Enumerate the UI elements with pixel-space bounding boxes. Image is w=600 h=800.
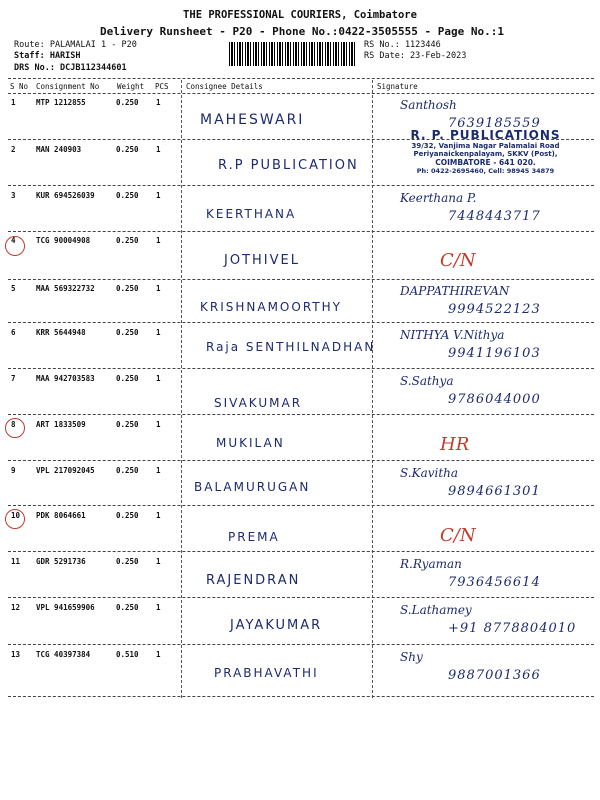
pcs-value: 1 <box>156 466 161 475</box>
consignment-number: GDR 5291736 <box>36 557 86 566</box>
rs-date-text: RS Date: 23-Feb-2023 <box>364 51 467 61</box>
consignment-number: PDK 8064661 <box>36 511 86 520</box>
consignee-name: MAHESWARI <box>200 112 305 128</box>
consignment-number: MAN 240903 <box>36 145 82 154</box>
pcs-value: 1 <box>156 328 161 337</box>
consignee-name: JAYAKUMAR <box>230 618 323 633</box>
row-divider <box>8 505 594 506</box>
consignee-name: SIVAKUMAR <box>214 396 303 410</box>
weight-value: 0.250 <box>116 557 139 566</box>
route-text: Route: PALAMALAI 1 - P20 <box>14 40 137 50</box>
row-divider <box>8 644 594 645</box>
signature-text: Keerthana P. <box>400 191 477 205</box>
serial-number: 1 <box>11 98 16 107</box>
consignee-name: PRABHAVATHI <box>214 666 319 680</box>
consignee-name: KEERTHANA <box>206 207 297 221</box>
row-divider <box>8 185 594 186</box>
signature-text: C/N <box>440 250 476 271</box>
consignee-name: KRISHNAMOORTHY <box>200 300 342 314</box>
pcs-value: 1 <box>156 284 161 293</box>
pcs-value: 1 <box>156 145 161 154</box>
weight-value: 0.250 <box>116 236 139 245</box>
serial-number: 7 <box>11 374 16 383</box>
col-pcs: PCS <box>155 82 169 91</box>
pcs-value: 1 <box>156 98 161 107</box>
staff-text: Staff: HARISH <box>14 51 81 61</box>
phone-number: 9994522123 <box>448 302 541 317</box>
consignment-number: ART 1833509 <box>36 420 86 429</box>
signature-text: S.Sathya <box>400 374 454 388</box>
pcs-value: 1 <box>156 650 161 659</box>
consignee-name: R.P PUBLICATION <box>218 158 359 173</box>
phone-number: 7639185559 <box>448 116 541 131</box>
weight-value: 0.250 <box>116 284 139 293</box>
col-signature: Signature <box>377 82 418 91</box>
consignee-column-divider <box>181 80 182 698</box>
runsheet-title-text: Delivery Runsheet - P20 - Phone No.:0422-3505555 - Page No.:1 <box>100 25 504 38</box>
stamp-line1: 39/32, Vanjima Nagar Palamalai Road <box>411 142 560 150</box>
stamp-line4: Ph: 0422-2695460, Cell: 98945 34879 <box>416 167 555 175</box>
company-title: THE PROFESSIONAL COURIERS, Coimbatore <box>183 9 417 21</box>
stamp-name: R. P. PUBLICATIONS <box>410 128 561 142</box>
row-divider <box>8 368 594 369</box>
stamp-line3: COIMBATORE - 641 020. <box>435 158 536 167</box>
weight-value: 0.250 <box>116 191 139 200</box>
pcs-value: 1 <box>156 420 161 429</box>
row-divider <box>8 414 594 415</box>
weight-value: 0.250 <box>116 420 139 429</box>
phone-number: 9941196103 <box>448 346 541 361</box>
serial-number: 2 <box>11 145 16 154</box>
phone-number: 9894661301 <box>448 484 541 499</box>
weight-value: 0.250 <box>116 511 139 520</box>
consignment-number: MAA 569322732 <box>36 284 95 293</box>
row-divider <box>8 279 594 280</box>
pcs-value: 1 <box>156 557 161 566</box>
row-divider <box>8 696 594 697</box>
stamp-line2: Periyanaickenpalayam, SKKV (Post), <box>413 150 558 158</box>
consignment-number: TCG 40397384 <box>36 650 91 659</box>
consignee-name: BALAMURUGAN <box>194 480 311 494</box>
col-sno: S No <box>10 82 29 91</box>
signature-text: C/N <box>440 525 476 546</box>
weight-value: 0.250 <box>116 603 139 612</box>
pcs-value: 1 <box>156 603 161 612</box>
row-divider <box>8 322 594 323</box>
serial-number: 13 <box>11 650 21 659</box>
serial-number: 6 <box>11 328 16 337</box>
pcs-value: 1 <box>156 191 161 200</box>
serial-number: 11 <box>11 557 21 566</box>
consignment-number: TCG 90004908 <box>36 236 91 245</box>
consignment-number: MTP 1212855 <box>36 98 86 107</box>
pcs-value: 1 <box>156 374 161 383</box>
consignee-name: PREMA <box>228 530 280 544</box>
pcs-value: 1 <box>156 511 161 520</box>
consignee-name: JOTHIVEL <box>224 253 300 268</box>
row-divider <box>8 551 594 552</box>
weight-value: 0.510 <box>116 650 139 659</box>
pcs-value: 1 <box>156 236 161 245</box>
row-8-circle <box>5 418 25 438</box>
signature-text: Shy <box>400 650 423 664</box>
signature-text: HR <box>440 434 470 455</box>
consignment-number: VPL 217092045 <box>36 466 95 475</box>
phone-number: +91 8778804010 <box>448 621 577 636</box>
serial-number: 12 <box>11 603 21 612</box>
serial-number: 9 <box>11 466 16 475</box>
signature-text: R.Ryaman <box>400 557 462 571</box>
phone-number: 9887001366 <box>448 668 541 683</box>
consignment-number: VPL 941659906 <box>36 603 95 612</box>
table-top-line <box>8 78 594 79</box>
phone-number: 7448443717 <box>448 209 541 224</box>
weight-value: 0.250 <box>116 466 139 475</box>
consignee-name: Raja SENTHILNADHAN <box>206 340 376 354</box>
serial-number: 5 <box>11 284 16 293</box>
serial-number: 10 <box>11 511 21 520</box>
row-divider <box>8 460 594 461</box>
header-bottom-line <box>8 93 594 94</box>
consignment-number: MAA 942703583 <box>36 374 95 383</box>
signature-text: NITHYA V.Nithya <box>400 328 505 342</box>
consignee-name: MUKILAN <box>216 436 285 450</box>
phone-number: 9786044000 <box>448 392 541 407</box>
col-consignee: Consignee Details <box>186 82 263 91</box>
signature-text: S.Lathamey <box>400 603 472 617</box>
row-10-circle <box>5 509 25 529</box>
phone-number: 7936456614 <box>448 575 541 590</box>
weight-value: 0.250 <box>116 328 139 337</box>
serial-number: 4 <box>11 236 16 245</box>
col-consignment: Consignment No <box>36 82 100 91</box>
signature-column-divider <box>372 80 373 698</box>
publication-stamp <box>378 128 593 175</box>
row-divider <box>8 231 594 232</box>
signature-text: S.Kavitha <box>400 466 459 480</box>
serial-number: 3 <box>11 191 16 200</box>
weight-value: 0.250 <box>116 98 139 107</box>
weight-value: 0.250 <box>116 374 139 383</box>
consignee-name: RAJENDRAN <box>206 573 301 588</box>
weight-value: 0.250 <box>116 145 139 154</box>
signature-text: Santhosh <box>400 98 457 112</box>
barcode <box>229 42 357 66</box>
signature-text: DAPPATHIREVAN <box>400 284 510 298</box>
rs-no-text: RS No.: 1123446 <box>364 40 441 50</box>
row-4-circle <box>5 236 25 256</box>
col-weight: Weight <box>117 82 145 91</box>
serial-number: 8 <box>11 420 16 429</box>
row-divider <box>8 597 594 598</box>
consignment-number: KUR 694526039 <box>36 191 95 200</box>
consignment-number: KRR 5644948 <box>36 328 86 337</box>
drs-text: DRS No.: DCJB112344601 <box>14 63 127 73</box>
